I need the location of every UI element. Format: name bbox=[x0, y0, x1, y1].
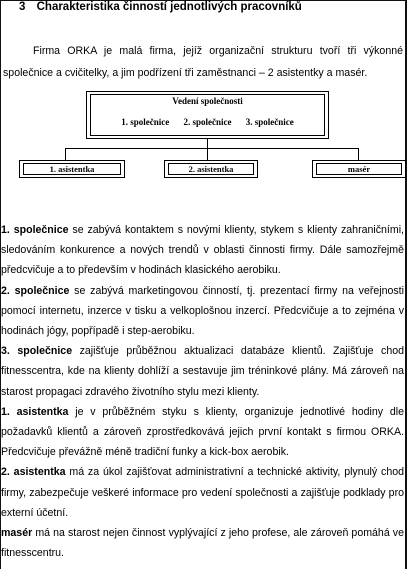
role-name: masér bbox=[1, 527, 33, 540]
partner-2-label: 2. společnice bbox=[183, 117, 232, 127]
role-paragraph-3 bbox=[1, 341, 404, 402]
org-chart bbox=[0, 0, 407, 200]
connector-horizontal bbox=[65, 148, 358, 149]
section-title: Charakteristika činností jednotlivých pracovníků bbox=[36, 1, 302, 13]
role-name: 2. asistentka bbox=[1, 466, 66, 479]
partner-1-label: 1. společnice bbox=[121, 117, 170, 127]
role-paragraph-4 bbox=[1, 402, 404, 463]
connector-right bbox=[358, 148, 359, 160]
role-name: 1. společnice bbox=[1, 224, 69, 236]
section-number: 3 bbox=[19, 1, 26, 13]
role-paragraph-2 bbox=[1, 281, 404, 342]
role-text: zajišťuje průběžnou aktualizaci databáze klientů. Zajišťuje chod fitnesscentra, kde na klienty dohlíží a sestavuje jim tréninkové plány. Má zároveň na starost propagaci zdravého životního stylu mezi klienty. bbox=[1, 345, 404, 398]
role-descriptions bbox=[1, 220, 404, 563]
partner-3-label: 3. společnice bbox=[245, 117, 294, 127]
staff-box-2: 2. asistentka bbox=[168, 163, 254, 175]
connector-left bbox=[65, 148, 66, 160]
role-text: má za úkol zajišťovat administrativní a technické aktivity, plynulý chod firmy, zabezpečuje veškeré informace pro vedení společnosti a zajišťuje podklady pro externí účetní. bbox=[1, 466, 404, 519]
role-text: má na starost nejen činnost vyplývající z jeho profese, ale zároveň pomáhá ve fitnesscentru. bbox=[1, 527, 404, 560]
role-name: 2. společnice bbox=[1, 284, 70, 297]
role-text: se zabývá marketingovou činností, tj. prezentací firmy na veřejnosti pomocí internetu, inzerce v tisku a velkoplošnou inzercí. Předcvičuje a to zejména v hodinách jógy, popřípadě i step-aerobiku. bbox=[1, 284, 404, 338]
connector-center bbox=[207, 148, 208, 160]
role-paragraph-5 bbox=[1, 462, 404, 523]
staff-box-3: masér bbox=[316, 163, 402, 175]
partners-row bbox=[90, 117, 325, 127]
role-paragraph-6 bbox=[1, 523, 404, 563]
role-paragraph-1 bbox=[1, 220, 404, 281]
role-text: je v průběžném styku s klienty, organizuje jednotlivé hodiny dle požadavků klientů a zároveň zprostředkovává jejich první kontakt s firmou ORKA. Předcvičuje převážně méně tradiční funky a kick-box aerobik. bbox=[1, 405, 404, 459]
staff-box-1: 1. asistentka bbox=[23, 163, 121, 175]
role-name: 1. asistentka bbox=[1, 405, 69, 418]
role-name: 3. společnice bbox=[1, 345, 73, 358]
management-title: Vedení společnosti bbox=[172, 96, 243, 106]
role-text: se zabývá kontaktem s novými klienty, stykem s klienty zahraničními, sledováním konkurence a nových trendů v oblasti činnosti firmy. Dále samozřejmě předcvičuje a to především v hodinách klasického aerobiku. bbox=[1, 224, 404, 277]
intro-paragraph: Firma ORKA je malá firma, jejíž organizační strukturu tvoří tři výkonné společnice a cvičitelky, a jim podřízení tři zaměstnanci – 2 asistentky a masér. bbox=[3, 45, 403, 79]
